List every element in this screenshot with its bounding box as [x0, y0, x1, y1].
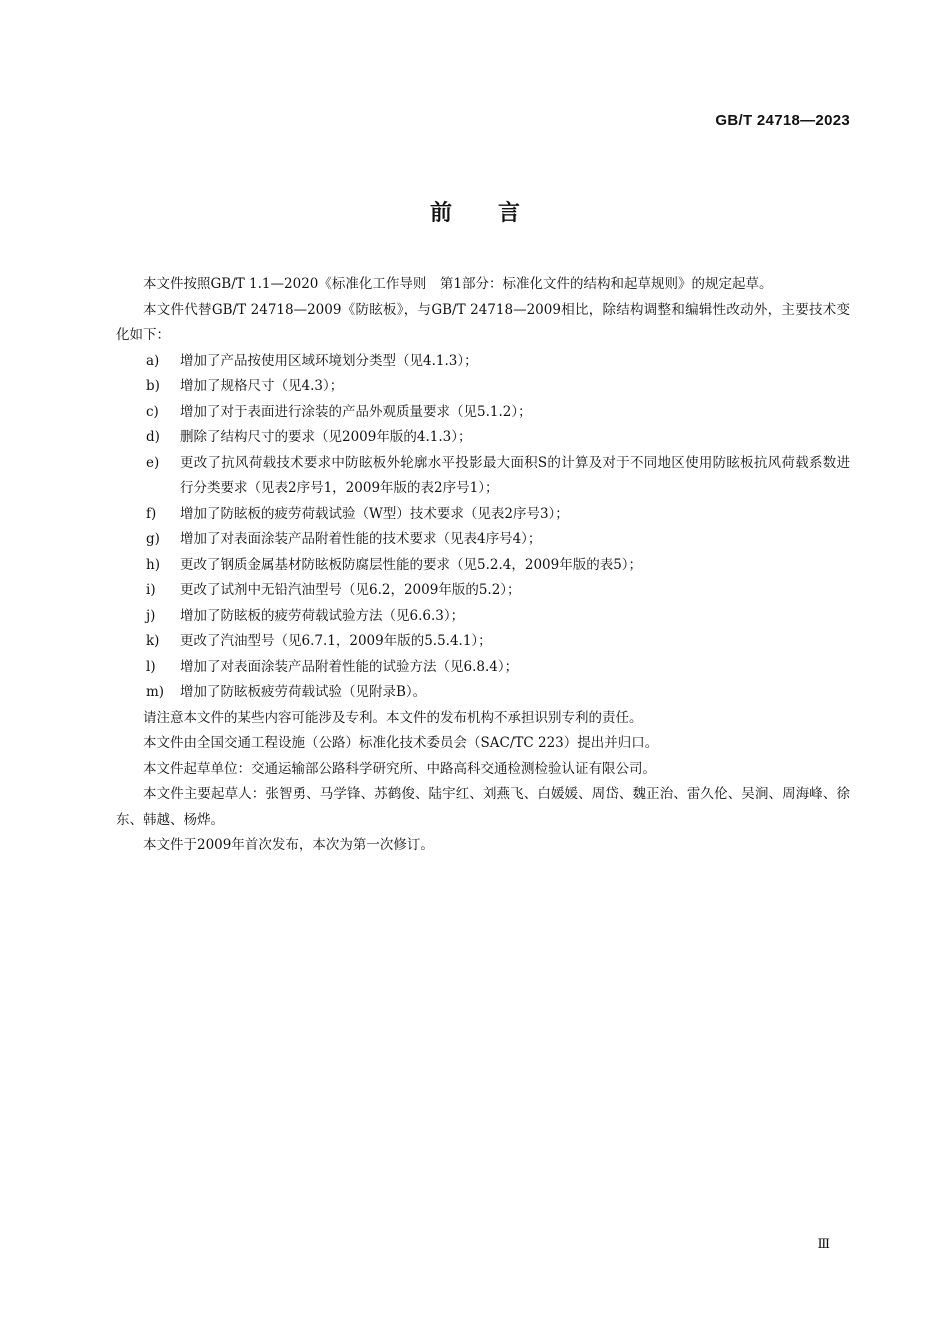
drafting-rules-paragraph: 本文件按照GB/T 1.1—2020《标准化工作导则 第1部分：标准化文件的结构和起草规则》的规定起草。: [143, 276, 773, 292]
list-item: [116, 425, 850, 451]
list-item: [116, 604, 850, 630]
list-item: [116, 374, 850, 400]
list-marker: b): [146, 378, 160, 394]
list-text: 增加了规格尺寸（见4.3）；: [180, 378, 344, 394]
list-text: 更改了试剂中无铅汽油型号（见6.2，2009年版的5.2）；: [180, 582, 521, 598]
list-marker: d): [146, 429, 160, 445]
publication-history-paragraph: 本文件于2009年首次发布，本次为第一次修订。: [143, 837, 434, 853]
list-marker: k): [146, 633, 160, 649]
list-text: 增加了产品按使用区域环境划分类型（见4.1.3）；: [180, 352, 478, 369]
list-marker: l): [146, 658, 156, 675]
list-marker: g): [146, 531, 160, 547]
list-text: 增加了对表面涂装产品附着性能的技术要求（见表4序号4）；: [180, 531, 542, 547]
list-item: [116, 451, 850, 502]
list-text: 增加了对于表面进行涂装的产品外观质量要求（见5.1.2）；: [180, 403, 532, 420]
list-marker: j): [146, 607, 156, 624]
list-item: [116, 680, 850, 706]
foreword-body: [116, 272, 850, 859]
patent-notice-paragraph: 请注意本文件的某些内容可能涉及专利。本文件的发布机构不承担识别专利的责任。: [143, 709, 643, 726]
list-text: 增加了防眩板疲劳荷载试验（见附录B）。: [180, 684, 427, 700]
drafting-units-paragraph: 本文件起草单位：交通运输部公路科学研究所、中路高科交通检测检验认证有限公司。: [143, 760, 656, 777]
page-title: 前言: [429, 201, 566, 226]
standard-code: GB/T 24718—2023: [715, 112, 850, 129]
list-text: 增加了对表面涂装产品附着性能的试验方法（见6.8.4）；: [180, 658, 519, 675]
list-marker: i): [146, 582, 156, 598]
list-item: [116, 629, 850, 655]
page-number: Ⅲ: [817, 1237, 830, 1252]
list-text: 更改了汽油型号（见6.7.1，2009年版的5.5.4.1）；: [180, 633, 492, 649]
list-marker: h): [146, 556, 160, 573]
list-text: 更改了钢质金属基材防眩板防腐层性能的要求（见5.2.4，2009年版的表5）；: [180, 556, 643, 573]
list-item: [116, 655, 850, 681]
list-marker: a): [146, 352, 160, 369]
list-text: 更改了抗风荷载技术要求中防眩板外轮廓水平投影最大面积S的计算及对于不同地区使用防眩板抗风荷载系数进行分类要求（见表2序号1，2009年版的表2序号1）；: [180, 454, 850, 496]
replacement-paragraph: 本文件代替GB/T 24718—2009《防眩板》，与GB/T 24718—2009相比，除结构调整和编辑性改动外，主要技术变化如下：: [116, 301, 850, 343]
list-item: [116, 578, 850, 604]
list-marker: f): [146, 505, 157, 522]
list-text: 删除了结构尺寸的要求（见2009年版的4.1.3）；: [180, 429, 472, 445]
list-text: 增加了防眩板的疲劳荷载试验方法（见6.6.3）；: [180, 607, 465, 624]
list-marker: c): [146, 403, 159, 420]
list-text: 增加了防眩板的疲劳荷载试验（W型）技术要求（见表2序号3）；: [180, 505, 569, 522]
list-item: [116, 349, 850, 375]
list-marker: e): [146, 454, 160, 471]
drafters-paragraph: 本文件主要起草人：张智勇、马学锋、苏鹤俊、陆宇红、刘燕飞、白媛媛、周岱、魏正治、雷久伦、吴涧、周海峰、徐东、韩越、杨烨。: [116, 786, 850, 828]
list-item: [116, 553, 850, 579]
list-item: [116, 527, 850, 553]
list-item: [116, 502, 850, 528]
proposer-paragraph: 本文件由全国交通工程设施（公路）标准化技术委员会（SAC/TC 223）提出并归口。: [143, 735, 659, 751]
technical-changes-list: [116, 349, 850, 706]
list-item: [116, 400, 850, 426]
list-marker: m): [146, 684, 165, 700]
